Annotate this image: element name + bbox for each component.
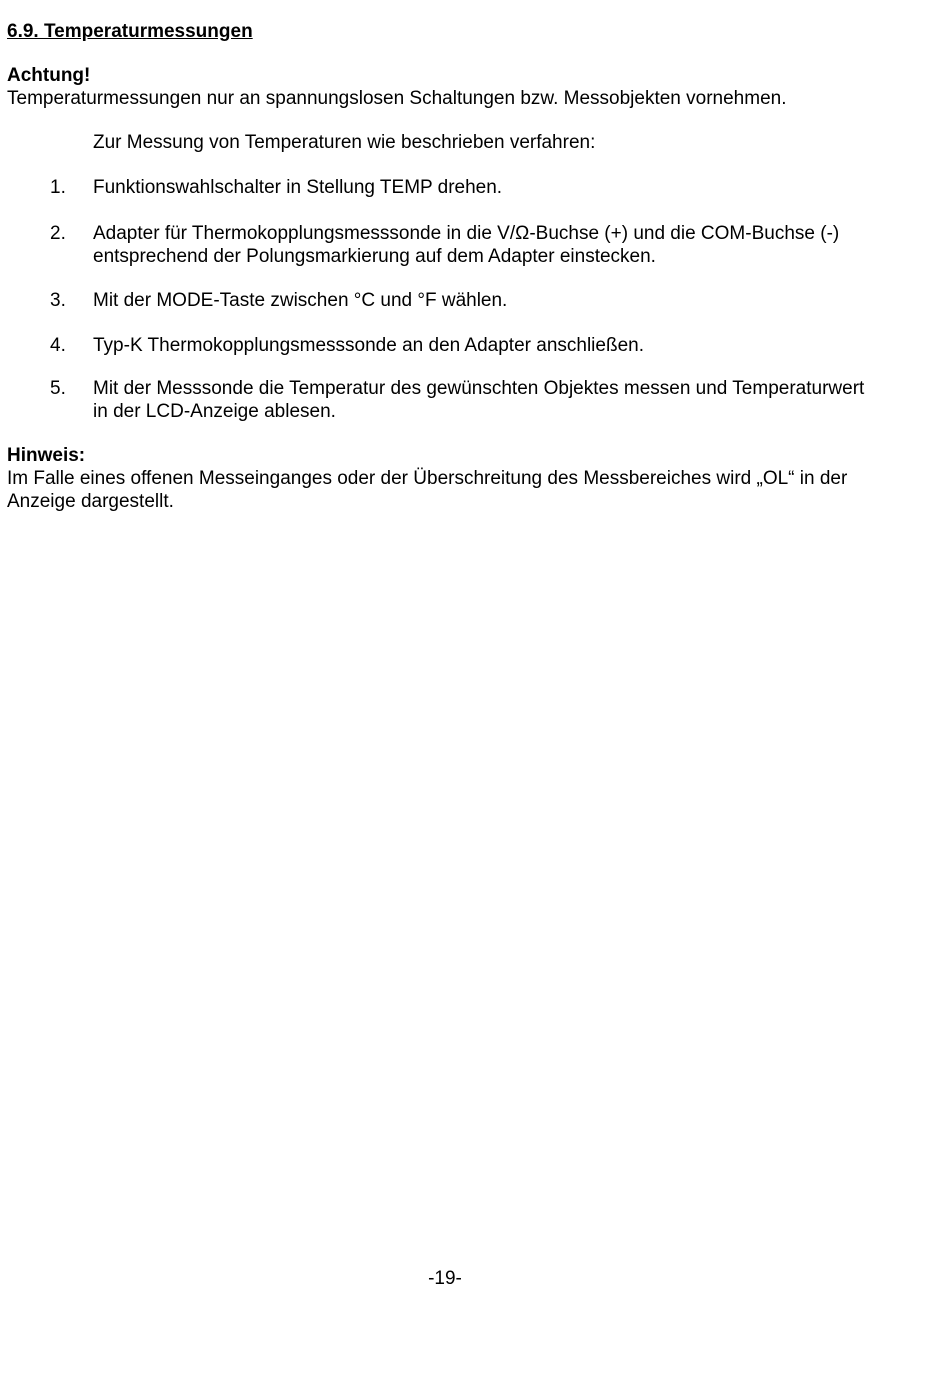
- step-text: Typ-K Thermokopplungsmesssonde an den Adapter anschließen.: [93, 335, 644, 356]
- step-text-line: Adapter für Thermokopplungsmesssonde in die V/Ω-Buchse (+) und die COM-Buchse (-): [93, 223, 840, 244]
- step-text-line: in der LCD-Anzeige ablesen.: [93, 401, 336, 422]
- step-number: 5.: [50, 378, 66, 399]
- step-text-line: entsprechend der Polungsmarkierung auf dem Adapter einstecken.: [93, 246, 656, 267]
- step-text-line: Mit der Messsonde die Temperatur des gewünschten Objektes messen und Temperaturwert: [93, 378, 865, 399]
- warning-text: Temperaturmessungen nur an spannungslosen Schaltungen bzw. Messobjekten vornehmen.: [7, 88, 787, 109]
- step-text: [93, 222, 913, 268]
- step-number: 2.: [50, 223, 66, 244]
- step-text: [93, 377, 913, 423]
- note-text-line: Anzeige dargestellt.: [7, 491, 174, 512]
- section-title: 6.9. Temperaturmessungen: [7, 21, 253, 42]
- step-number: 1.: [50, 177, 66, 198]
- step-number: 4.: [50, 335, 66, 356]
- step-text: Mit der MODE-Taste zwischen °C und °F wählen.: [93, 290, 508, 311]
- step-text: Funktionswahlschalter in Stellung TEMP drehen.: [93, 177, 503, 198]
- note-text: [7, 467, 907, 513]
- warning-heading: Achtung!: [7, 65, 91, 86]
- note-text-line: Im Falle eines offenen Messeinganges oder der Überschreitung des Messbereiches wird „OL“ in der: [7, 468, 848, 489]
- page-number: -19-: [428, 1268, 462, 1289]
- intro-text: Zur Messung von Temperaturen wie beschrieben verfahren:: [93, 132, 596, 153]
- note-heading: Hinweis:: [7, 445, 86, 466]
- step-number: 3.: [50, 290, 66, 311]
